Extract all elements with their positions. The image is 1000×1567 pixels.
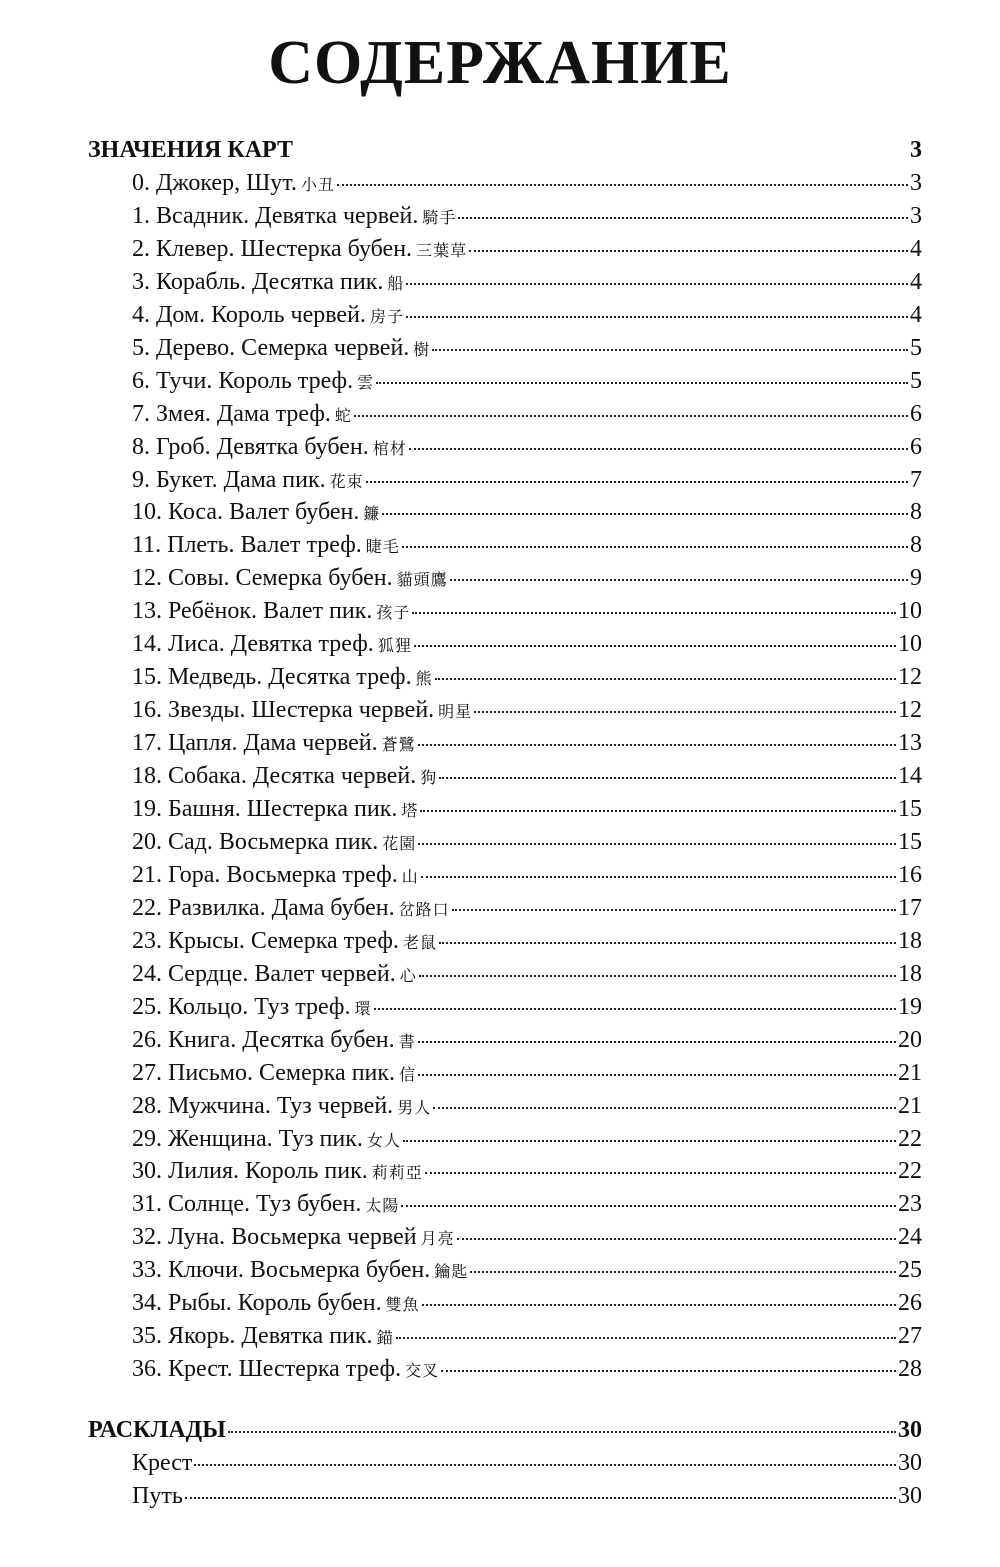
toc-page-number: 9 bbox=[910, 565, 922, 592]
toc-entry-title: 33. Ключи. Восьмерка бубен. bbox=[132, 1257, 431, 1284]
dot-leader bbox=[409, 448, 908, 450]
toc-page-number: 17 bbox=[898, 894, 922, 921]
dot-leader bbox=[185, 1497, 896, 1499]
toc-entry-chinese-name: 環 bbox=[354, 998, 372, 1018]
toc-entry[interactable] bbox=[132, 1287, 922, 1320]
toc-entry-title: Путь bbox=[132, 1482, 183, 1509]
toc-entry[interactable] bbox=[132, 1057, 922, 1090]
dot-leader bbox=[418, 744, 896, 746]
toc-entry-chinese-name: 明星 bbox=[438, 702, 473, 722]
toc-page-number: 14 bbox=[898, 763, 922, 790]
toc-entry[interactable] bbox=[132, 727, 922, 760]
dot-leader bbox=[450, 579, 908, 581]
toc-page-number: 7 bbox=[910, 466, 922, 493]
toc-entry-title: 29. Женщина. Туз пик. bbox=[132, 1125, 363, 1152]
toc-entry-chinese-name: 棺材 bbox=[372, 438, 407, 458]
toc-entry-title: 12. Совы. Семерка бубен. bbox=[132, 565, 393, 592]
toc-entry-title: 31. Солнце. Туз бубен. bbox=[132, 1191, 362, 1218]
toc-entry[interactable] bbox=[132, 332, 922, 365]
dot-leader bbox=[469, 250, 908, 252]
toc-section-header[interactable] bbox=[88, 134, 922, 167]
dot-leader bbox=[421, 876, 896, 878]
dot-leader bbox=[418, 843, 896, 845]
toc-entry-title: 34. Рыбы. Король бубен. bbox=[132, 1290, 382, 1317]
dot-leader bbox=[374, 1008, 897, 1010]
toc-page-number: 23 bbox=[898, 1191, 922, 1218]
toc-entry[interactable] bbox=[132, 661, 922, 694]
toc-page-number: 28 bbox=[898, 1356, 922, 1383]
dot-leader bbox=[419, 975, 896, 977]
toc-page-number: 4 bbox=[910, 301, 922, 328]
toc-entry[interactable] bbox=[132, 299, 922, 332]
toc-entry-chinese-name: 錨 bbox=[376, 1328, 394, 1348]
toc-section-header[interactable] bbox=[88, 1414, 922, 1447]
dot-leader bbox=[433, 1107, 896, 1109]
toc-page-number: 22 bbox=[898, 1158, 922, 1185]
toc-entry[interactable] bbox=[132, 464, 922, 497]
toc-entry-chinese-name: 騎手 bbox=[422, 207, 457, 227]
dot-leader bbox=[457, 1238, 896, 1240]
dot-leader bbox=[452, 909, 896, 911]
toc-entry-title: 32. Луна. Восьмерка червей bbox=[132, 1224, 417, 1251]
toc-entry[interactable] bbox=[132, 1353, 922, 1386]
toc-entry[interactable] bbox=[132, 1155, 922, 1188]
toc-entry-chinese-name: 小丑 bbox=[300, 174, 335, 194]
toc-entry-chinese-name: 房子 bbox=[369, 306, 404, 326]
toc-entry-title: 9. Букет. Дама пик. bbox=[132, 466, 326, 493]
toc-entry[interactable] bbox=[132, 826, 922, 859]
toc-entry-chinese-name: 熊 bbox=[415, 669, 433, 689]
toc-entry-title: 4. Дом. Король червей. bbox=[132, 301, 366, 328]
toc-entry-chinese-name: 狗 bbox=[420, 768, 438, 788]
toc-page-number: 16 bbox=[898, 861, 922, 888]
toc-entry-title: 16. Звезды. Шестерка червей. bbox=[132, 697, 435, 724]
toc-entry-chinese-name: 蒼鷺 bbox=[381, 735, 416, 755]
toc-entry-title: 26. Книга. Десятка бубен. bbox=[132, 1026, 395, 1053]
toc-entry[interactable] bbox=[132, 1254, 922, 1287]
toc-entry-title: 25. Кольцо. Туз треф. bbox=[132, 993, 351, 1020]
toc-entry-title: 30. Лилия. Король пик. bbox=[132, 1158, 368, 1185]
toc-entry[interactable] bbox=[132, 1480, 922, 1513]
toc-page-number: 12 bbox=[898, 664, 922, 691]
toc-entry[interactable] bbox=[132, 1447, 922, 1480]
toc-entry-chinese-name: 太陽 bbox=[365, 1196, 400, 1216]
toc-page-number: 4 bbox=[910, 235, 922, 262]
toc-entry-chinese-name: 書 bbox=[398, 1031, 416, 1051]
toc-entry-title: 10. Коса. Валет бубен. bbox=[132, 499, 360, 526]
toc-entry[interactable] bbox=[132, 431, 922, 464]
toc-entry-chinese-name: 貓頭鷹 bbox=[396, 570, 448, 590]
toc-page-number: 30 bbox=[898, 1449, 922, 1476]
toc-entry-title: 0. Джокер, Шут. bbox=[132, 169, 297, 196]
toc-page-number: 24 bbox=[898, 1224, 922, 1251]
toc-entry[interactable] bbox=[132, 958, 922, 991]
dot-leader bbox=[366, 481, 908, 483]
toc-page-number: 10 bbox=[898, 631, 922, 658]
dot-leader bbox=[194, 1464, 896, 1466]
dot-leader bbox=[396, 1337, 896, 1339]
dot-leader bbox=[420, 810, 896, 812]
toc-entry[interactable] bbox=[132, 1320, 922, 1353]
toc-entry-chinese-name: 男人 bbox=[397, 1097, 432, 1117]
toc-entry-chinese-name: 心 bbox=[399, 965, 417, 985]
toc-entry-title: 7. Змея. Дама треф. bbox=[132, 400, 331, 427]
dot-leader bbox=[425, 1172, 896, 1174]
toc-entry-chinese-name: 樹 bbox=[413, 339, 431, 359]
toc-section-title: РАСКЛАДЫ bbox=[88, 1417, 226, 1443]
toc-page-number: 3 bbox=[910, 137, 922, 163]
toc-entry-title: 35. Якорь. Девятка пик. bbox=[132, 1323, 373, 1350]
toc-entry-chinese-name: 花束 bbox=[329, 471, 364, 491]
toc-entry-chinese-name: 岔路口 bbox=[398, 899, 450, 919]
page-title: СОДЕРЖАНИЕ bbox=[268, 29, 732, 97]
dot-leader bbox=[412, 612, 896, 614]
toc-page-number: 15 bbox=[898, 828, 922, 855]
toc-entry[interactable] bbox=[132, 233, 922, 266]
dot-leader bbox=[337, 184, 908, 186]
dot-leader bbox=[406, 316, 908, 318]
toc-entry-chinese-name: 睫毛 bbox=[365, 537, 400, 557]
toc-entry[interactable] bbox=[132, 694, 922, 727]
toc-entry-chinese-name: 船 bbox=[387, 273, 405, 293]
toc-entry-chinese-name: 雙魚 bbox=[385, 1295, 420, 1315]
toc-entry-chinese-name: 女人 bbox=[366, 1130, 401, 1150]
toc-page-number: 18 bbox=[898, 960, 922, 987]
toc-entry-title: 15. Медведь. Десятка треф. bbox=[132, 664, 412, 691]
toc-page-number: 13 bbox=[898, 730, 922, 757]
toc-entry-title: 3. Корабль. Десятка пик. bbox=[132, 268, 384, 295]
toc-entry-title: 24. Сердце. Валет червей. bbox=[132, 960, 396, 987]
toc-entry-chinese-name: 雲 bbox=[357, 372, 375, 392]
toc-entry-title: 18. Собака. Десятка червей. bbox=[132, 763, 417, 790]
toc-entry-title: 13. Ребёнок. Валет пик. bbox=[132, 598, 373, 625]
toc-entry-title: 27. Письмо. Семерка пик. bbox=[132, 1059, 396, 1086]
dot-leader bbox=[458, 217, 908, 219]
toc-entry-chinese-name: 狐狸 bbox=[377, 636, 412, 656]
toc-entry-title: 14. Лиса. Девятка треф. bbox=[132, 631, 374, 658]
toc-entry[interactable] bbox=[132, 167, 922, 200]
toc-entry[interactable] bbox=[132, 266, 922, 299]
dot-leader bbox=[414, 645, 896, 647]
toc-entry-title: 22. Развилка. Дама бубен. bbox=[132, 894, 395, 921]
toc-page-number: 8 bbox=[910, 499, 922, 526]
toc-page-number: 22 bbox=[898, 1125, 922, 1152]
toc-page-number: 21 bbox=[898, 1092, 922, 1119]
toc-entry[interactable] bbox=[132, 1123, 922, 1156]
toc-page-number: 18 bbox=[898, 927, 922, 954]
toc-entry-chinese-name: 月亮 bbox=[420, 1229, 455, 1249]
toc-entry[interactable] bbox=[132, 365, 922, 398]
toc-entry[interactable] bbox=[132, 925, 922, 958]
dot-leader bbox=[474, 711, 896, 713]
toc-entry-title: 21. Гора. Восьмерка треф. bbox=[132, 861, 398, 888]
toc-page-number: 10 bbox=[898, 598, 922, 625]
toc-page-number: 8 bbox=[910, 532, 922, 559]
toc-entry-title: Крест bbox=[132, 1449, 193, 1476]
toc-entry-chinese-name: 山 bbox=[401, 866, 419, 886]
toc-page-number: 30 bbox=[898, 1482, 922, 1509]
toc-entry[interactable] bbox=[132, 595, 922, 628]
toc-entry-chinese-name: 塔 bbox=[401, 801, 419, 820]
toc-page-number: 6 bbox=[910, 433, 922, 460]
toc-page-number: 3 bbox=[910, 202, 922, 229]
dot-leader bbox=[376, 382, 908, 384]
toc-page-number: 30 bbox=[898, 1417, 922, 1443]
toc-entry[interactable] bbox=[132, 892, 922, 925]
dot-leader bbox=[441, 1370, 896, 1372]
dot-leader bbox=[470, 1271, 896, 1273]
toc-entry[interactable] bbox=[132, 200, 922, 233]
dot-leader bbox=[382, 513, 908, 515]
toc-entry-title: 2. Клевер. Шестерка бубен. bbox=[132, 235, 413, 262]
dot-leader bbox=[406, 283, 908, 285]
dot-leader bbox=[401, 1205, 896, 1207]
toc-entry-chinese-name: 老鼠 bbox=[402, 932, 437, 952]
toc-entry-title: 23. Крысы. Семерка треф. bbox=[132, 927, 399, 954]
toc-entry[interactable] bbox=[132, 1024, 922, 1057]
toc-entry[interactable] bbox=[132, 760, 922, 793]
dot-leader bbox=[418, 1074, 896, 1076]
toc-entry-title: 28. Мужчина. Туз червей. bbox=[132, 1092, 394, 1119]
toc-page-number: 6 bbox=[910, 400, 922, 427]
toc-entry-chinese-name: 莉莉亞 bbox=[371, 1163, 423, 1183]
dot-leader bbox=[422, 1304, 896, 1306]
toc-entry[interactable] bbox=[132, 529, 922, 562]
dot-leader bbox=[403, 1140, 896, 1142]
toc-page-number: 21 bbox=[898, 1059, 922, 1086]
toc-entry-chinese-name: 交叉 bbox=[405, 1361, 440, 1381]
toc-entry-chinese-name: 信 bbox=[399, 1064, 417, 1084]
dot-leader bbox=[418, 1041, 896, 1043]
toc-entry-title: 36. Крест. Шестерка треф. bbox=[132, 1356, 402, 1383]
toc-page-number: 27 bbox=[898, 1323, 922, 1350]
toc-entry[interactable] bbox=[132, 1221, 922, 1254]
toc-page-number: 25 bbox=[898, 1257, 922, 1284]
dot-leader bbox=[228, 1431, 896, 1433]
toc-entry[interactable] bbox=[132, 859, 922, 892]
toc-entry-title: 1. Всадник. Девятка червей. bbox=[132, 202, 419, 229]
toc-entry[interactable] bbox=[132, 496, 922, 529]
toc-entry[interactable] bbox=[132, 793, 922, 826]
toc-entry[interactable] bbox=[132, 628, 922, 661]
toc-entry[interactable] bbox=[132, 1090, 922, 1123]
dot-leader bbox=[439, 777, 896, 779]
toc-section-title: ЗНАЧЕНИЯ КАРТ bbox=[88, 137, 294, 163]
toc-entry-title: 11. Плеть. Валет треф. bbox=[132, 532, 362, 559]
toc-entry-title: 19. Башня. Шестерка пик. bbox=[132, 796, 398, 822]
toc-entry-title: 20. Сад. Восьмерка пик. bbox=[132, 828, 379, 855]
dot-leader bbox=[439, 942, 896, 944]
toc-entry-chinese-name: 鑰匙 bbox=[434, 1262, 469, 1282]
toc-entry[interactable] bbox=[132, 1188, 922, 1221]
toc-page-number: 26 bbox=[898, 1290, 922, 1317]
dot-leader bbox=[435, 678, 896, 680]
dot-leader bbox=[402, 546, 908, 548]
toc-entry-chinese-name: 三葉草 bbox=[416, 240, 468, 260]
toc-page-number: 20 bbox=[898, 1026, 922, 1053]
toc-entry-title: 17. Цапля. Дама червей. bbox=[132, 730, 378, 757]
toc-page-number: 15 bbox=[898, 796, 922, 822]
toc-entry-title: 6. Тучи. Король треф. bbox=[132, 367, 354, 394]
toc-entry-chinese-name: 鐮 bbox=[363, 504, 381, 524]
toc-entry-chinese-name: 孩子 bbox=[376, 603, 411, 623]
toc-entry[interactable] bbox=[132, 991, 922, 1024]
toc-entry-chinese-name: 蛇 bbox=[334, 405, 352, 425]
toc-page-number: 5 bbox=[910, 367, 922, 394]
toc-page-number: 3 bbox=[910, 169, 922, 196]
dot-leader bbox=[354, 415, 908, 417]
toc-entry[interactable] bbox=[132, 562, 922, 595]
toc-entry[interactable] bbox=[132, 398, 922, 431]
toc-entry-title: 8. Гроб. Девятка бубен. bbox=[132, 433, 369, 460]
toc-page-number: 5 bbox=[910, 334, 922, 361]
toc-entry-title: 5. Дерево. Семерка червей. bbox=[132, 334, 410, 361]
toc-entry-chinese-name: 花園 bbox=[382, 833, 417, 853]
toc-page-number: 19 bbox=[898, 993, 922, 1020]
dot-leader bbox=[432, 349, 908, 351]
toc-page-number: 12 bbox=[898, 697, 922, 724]
toc-page-number: 4 bbox=[910, 268, 922, 295]
